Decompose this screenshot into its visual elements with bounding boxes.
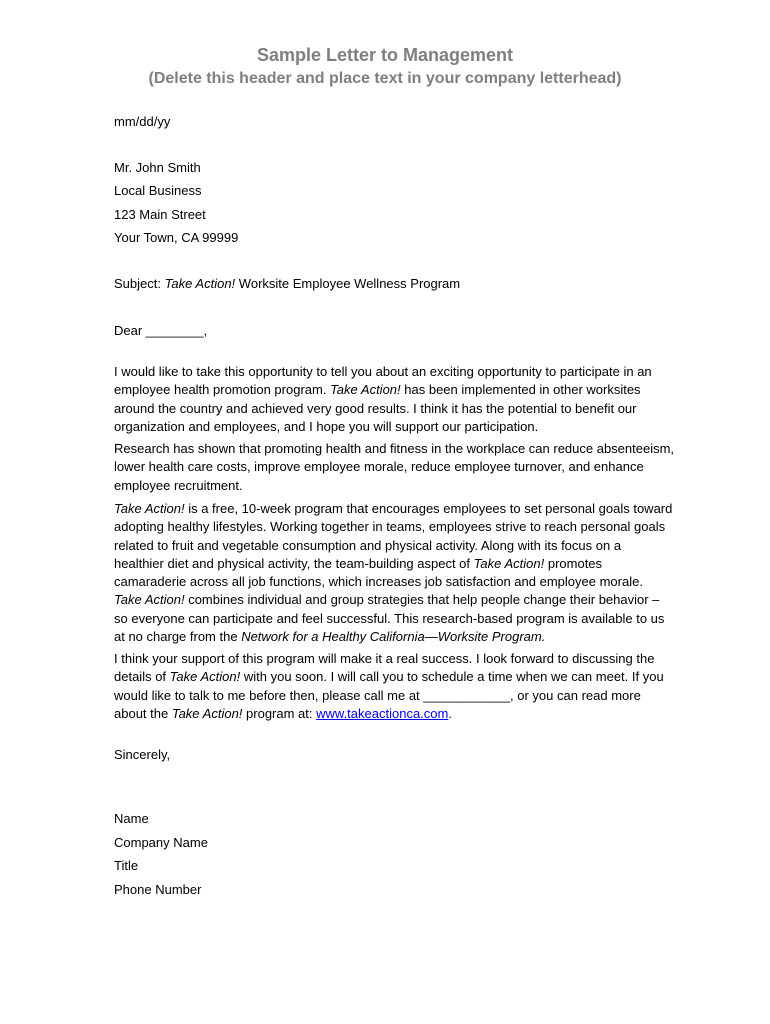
para4-line2-c: with you soon. I will call you to schedule a time when we can meet. If you <box>240 669 664 685</box>
signature-title: Title <box>114 858 139 873</box>
date-line: mm/dd/yy <box>114 114 171 129</box>
para4-line4 <box>114 705 662 723</box>
para1-line3: around the country and achieved very good results. I think it has the potential to benefit our <box>114 400 637 416</box>
para4-line4-c: program at: <box>242 705 317 721</box>
para1-line2-c: has been implemented in other worksites <box>400 382 641 398</box>
para2-line1: Research has shown that promoting health and fitness in the workplace can reduce absenteeism, <box>114 441 675 456</box>
para3-line1 <box>114 500 673 518</box>
para1-line1: I would like to take this opportunity to tell you about an exciting opportunity to participate in an <box>114 364 652 379</box>
para3-network-name: Network for a Healthy California—Worksite Program. <box>241 629 546 645</box>
para1-line2 <box>114 381 662 399</box>
para3-line7: so everyone can participate and feel successful. This research-based program is available to us <box>114 610 665 626</box>
para4-line2-a: details of <box>114 669 170 685</box>
recipient-name: Mr. John Smith <box>114 160 201 175</box>
recipient-city: Your Town, CA 99999 <box>114 230 239 245</box>
subject-program-name: Take Action! <box>164 276 236 291</box>
para3-line4-c: promotes <box>544 555 603 571</box>
para1-line4: organization and employees, and I hope you will support our participation. <box>114 418 539 434</box>
para3-line4-a: healthier diet and physical activity, the team-building aspect of <box>114 555 474 571</box>
para4-line4-d: . <box>448 705 452 721</box>
para3-program-name-1: Take Action! <box>114 501 185 516</box>
para1-line2-a: employee health promotion program. <box>114 382 331 398</box>
signature-company: Company Name <box>114 835 208 850</box>
closing-sincerely: Sincerely, <box>114 747 171 762</box>
signature-phone: Phone Number <box>114 882 202 897</box>
para4-line2 <box>114 668 662 686</box>
paragraph-closing <box>114 650 662 723</box>
para3-line6-b: combines individual and group strategies that help people change their behavior – <box>184 592 660 608</box>
para3-line3: related to fruit and vegetable consumption and physical activity. Along with its focus on a <box>114 537 622 553</box>
para3-line6 <box>114 591 662 609</box>
paragraph-intro <box>114 363 662 436</box>
signature-name: Name <box>114 811 149 826</box>
paragraph-program <box>114 500 673 646</box>
para3-line8-a: at no charge from the <box>114 629 242 645</box>
para4-line3: would like to talk to me before then, please call me at ____________, or you can read more <box>114 687 641 703</box>
page-title: Sample Letter to Management <box>256 45 514 65</box>
para3-line1-b: is a free, 10-week program that encourages employees to set personal goals toward <box>184 501 673 516</box>
para4-line1: I think your support of this program will make it a real success. I look forward to discussing the <box>114 651 655 666</box>
para2-line3: employee recruitment. <box>114 477 243 493</box>
para3-line5: camaraderie across all job functions, which increases job satisfaction and employee morale. <box>114 574 643 590</box>
para3-line8 <box>114 628 662 646</box>
salutation: Dear ________, <box>114 323 208 338</box>
subject-rest: Worksite Employee Wellness Program <box>235 276 461 291</box>
para2-line2: lower health care costs, improve employee morale, reduce employee turnover, and enhance <box>114 459 644 475</box>
recipient-street: 123 Main Street <box>114 207 206 222</box>
recipient-company: Local Business <box>114 183 202 198</box>
para1-program-name: Take Action! <box>330 382 401 398</box>
para3-program-name-3: Take Action! <box>114 592 185 608</box>
paragraph-research <box>114 440 675 495</box>
website-link[interactable]: www.takeactionca.com <box>316 705 449 721</box>
subject-label: Subject: <box>114 276 165 291</box>
subject-line <box>114 275 460 293</box>
para4-program-name-2: Take Action! <box>171 705 243 721</box>
para4-line4-a: about the <box>114 705 172 721</box>
page-subtitle: (Delete this header and place text in your company letterhead) <box>148 70 622 87</box>
para3-line4 <box>114 555 662 573</box>
para3-line2: adopting healthy lifestyles. Working together in teams, employees strive to reach personal goals <box>114 519 666 535</box>
para4-program-name-1: Take Action! <box>169 669 241 685</box>
para3-program-name-2: Take Action! <box>473 555 545 571</box>
